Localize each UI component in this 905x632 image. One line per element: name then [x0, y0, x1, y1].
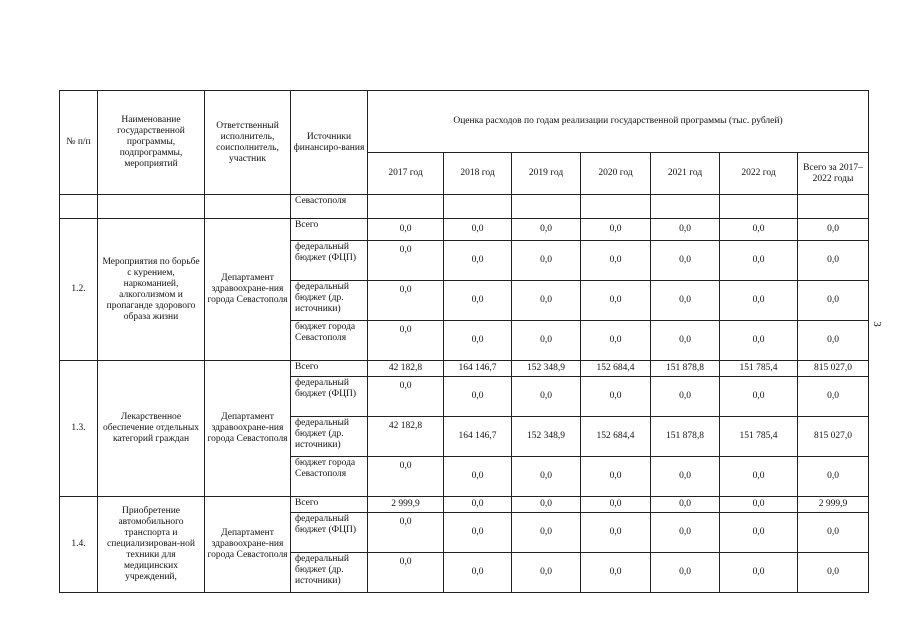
- value-cell: 0,0: [444, 553, 512, 593]
- value-cell: 0,0: [368, 321, 444, 361]
- value-cell: 0,0: [444, 457, 512, 497]
- header-year-2019: 2019 год: [512, 153, 581, 195]
- header-year-2022: 2022 год: [720, 153, 798, 195]
- value-cell: 0,0: [512, 457, 581, 497]
- header-year-total: Всего за 2017–2022 годы: [798, 153, 869, 195]
- value-cell: 0,0: [651, 377, 720, 417]
- cell-empty: [512, 195, 581, 219]
- cell-empty: [98, 195, 205, 219]
- value-cell: 42 182,8: [368, 417, 444, 457]
- header-responsible: Ответственный исполнитель, соисполнитель, участник: [205, 91, 291, 195]
- value-cell: 0,0: [444, 497, 512, 513]
- value-cell: 0,0: [651, 281, 720, 321]
- section-responsible: Департамент здравоохране-ния города Севастополя: [205, 361, 291, 497]
- value-cell: 0,0: [720, 497, 798, 513]
- source-cell: бюджет города Севастополя: [291, 457, 368, 497]
- value-cell: 0,0: [798, 241, 869, 281]
- value-cell: 0,0: [720, 321, 798, 361]
- value-cell: 0,0: [720, 241, 798, 281]
- value-cell: 0,0: [581, 281, 651, 321]
- value-cell: 151 878,8: [651, 417, 720, 457]
- value-cell: 0,0: [444, 219, 512, 241]
- value-cell: 0,0: [581, 377, 651, 417]
- value-cell: 42 182,8: [368, 361, 444, 377]
- value-cell: 0,0: [512, 321, 581, 361]
- value-cell: 0,0: [368, 219, 444, 241]
- value-cell: 0,0: [720, 457, 798, 497]
- section-name: Мероприятия по борьбе с курением, наркоманией, алкоголизмом и пропаганде здорового образа жизни: [98, 219, 205, 361]
- value-cell: 0,0: [651, 241, 720, 281]
- section-num: 1.4.: [60, 497, 98, 593]
- table-row: [60, 219, 869, 241]
- value-cell: 0,0: [444, 241, 512, 281]
- cell-empty: [720, 195, 798, 219]
- value-cell: 0,0: [651, 513, 720, 553]
- budget-table: [59, 90, 869, 593]
- header-estimate: Оценка расходов по годам реализации государственной программы (тыс. рублей): [368, 91, 869, 153]
- value-cell: 0,0: [720, 513, 798, 553]
- value-cell: 0,0: [581, 241, 651, 281]
- value-cell: 0,0: [368, 281, 444, 321]
- source-cell: Всего: [291, 497, 368, 513]
- source-cell: федеральный бюджет (др. источники): [291, 417, 368, 457]
- value-cell: 0,0: [651, 219, 720, 241]
- cell-empty: [368, 195, 444, 219]
- value-cell: 0,0: [512, 281, 581, 321]
- source-cell: федеральный бюджет (др. источники): [291, 553, 368, 593]
- value-cell: 0,0: [651, 457, 720, 497]
- value-cell: 0,0: [368, 377, 444, 417]
- source-cell: федеральный бюджет (ФЦП): [291, 241, 368, 281]
- carry-source: Севастополя: [291, 195, 368, 219]
- source-cell: Всего: [291, 219, 368, 241]
- value-cell: 0,0: [368, 457, 444, 497]
- section-name: Приобретение автомобильного транспорта и специализирован-ной техники для медицинских учреждений,: [98, 497, 205, 593]
- header-year-2021: 2021 год: [651, 153, 720, 195]
- value-cell: 0,0: [581, 513, 651, 553]
- cell-empty: [798, 195, 869, 219]
- cell-empty: [205, 195, 291, 219]
- value-cell: 0,0: [444, 321, 512, 361]
- section-num: 1.3.: [60, 361, 98, 497]
- value-cell: 0,0: [581, 219, 651, 241]
- value-cell: 0,0: [512, 241, 581, 281]
- cell-empty: [444, 195, 512, 219]
- value-cell: 152 348,9: [512, 417, 581, 457]
- value-cell: 2 999,9: [798, 497, 869, 513]
- value-cell: 2 999,9: [368, 497, 444, 513]
- source-cell: федеральный бюджет (ФЦП): [291, 377, 368, 417]
- value-cell: 0,0: [581, 553, 651, 593]
- cell-empty: [60, 195, 98, 219]
- value-cell: 0,0: [368, 553, 444, 593]
- source-cell: федеральный бюджет (ФЦП): [291, 513, 368, 553]
- value-cell: 0,0: [798, 457, 869, 497]
- value-cell: 0,0: [581, 497, 651, 513]
- value-cell: 0,0: [720, 281, 798, 321]
- value-cell: 152 684,4: [581, 417, 651, 457]
- value-cell: 0,0: [720, 553, 798, 593]
- value-cell: 0,0: [444, 281, 512, 321]
- value-cell: 0,0: [581, 457, 651, 497]
- value-cell: 0,0: [512, 553, 581, 593]
- value-cell: 0,0: [368, 241, 444, 281]
- value-cell: 0,0: [798, 219, 869, 241]
- table-row: [60, 361, 869, 377]
- section-responsible: Департамент здравоохране-ния города Севастополя: [205, 219, 291, 361]
- value-cell: 0,0: [798, 513, 869, 553]
- value-cell: 0,0: [512, 219, 581, 241]
- value-cell: 815 027,0: [798, 361, 869, 377]
- value-cell: 0,0: [798, 377, 869, 417]
- value-cell: 164 146,7: [444, 417, 512, 457]
- cell-empty: [651, 195, 720, 219]
- table-row-carry: [60, 195, 869, 219]
- value-cell: 151 785,4: [720, 361, 798, 377]
- table-body: [60, 195, 869, 593]
- value-cell: 0,0: [368, 513, 444, 553]
- value-cell: 164 146,7: [444, 361, 512, 377]
- value-cell: 0,0: [512, 513, 581, 553]
- value-cell: 151 878,8: [651, 361, 720, 377]
- header-num: № п/п: [60, 91, 98, 195]
- source-cell: бюджет города Севастополя: [291, 321, 368, 361]
- section-num: 1.2.: [60, 219, 98, 361]
- header-year-2017: 2017 год: [368, 153, 444, 195]
- table-row: [60, 497, 869, 513]
- value-cell: 0,0: [798, 553, 869, 593]
- header-year-2018: 2018 год: [444, 153, 512, 195]
- source-cell: федеральный бюджет (др. источники): [291, 281, 368, 321]
- value-cell: 815 027,0: [798, 417, 869, 457]
- value-cell: 0,0: [651, 553, 720, 593]
- value-cell: 152 684,4: [581, 361, 651, 377]
- value-cell: 0,0: [651, 497, 720, 513]
- page-number: 3: [870, 321, 883, 327]
- value-cell: 0,0: [444, 513, 512, 553]
- value-cell: 0,0: [444, 377, 512, 417]
- source-cell: Всего: [291, 361, 368, 377]
- value-cell: 0,0: [720, 377, 798, 417]
- section-name: Лекарственное обеспечение отдельных категорий граждан: [98, 361, 205, 497]
- section-responsible: Департамент здравоохране-ния города Севастополя: [205, 497, 291, 593]
- header-year-2020: 2020 год: [581, 153, 651, 195]
- header-name: Наименование государственной программы, подпрограммы, мероприятий: [98, 91, 205, 195]
- value-cell: 0,0: [581, 321, 651, 361]
- header-sources: Источники финансиро-вания: [291, 91, 368, 195]
- value-cell: 0,0: [512, 377, 581, 417]
- value-cell: 0,0: [512, 497, 581, 513]
- value-cell: 0,0: [720, 219, 798, 241]
- value-cell: 0,0: [798, 321, 869, 361]
- value-cell: 152 348,9: [512, 361, 581, 377]
- value-cell: 151 785,4: [720, 417, 798, 457]
- value-cell: 0,0: [651, 321, 720, 361]
- value-cell: 0,0: [798, 281, 869, 321]
- cell-empty: [581, 195, 651, 219]
